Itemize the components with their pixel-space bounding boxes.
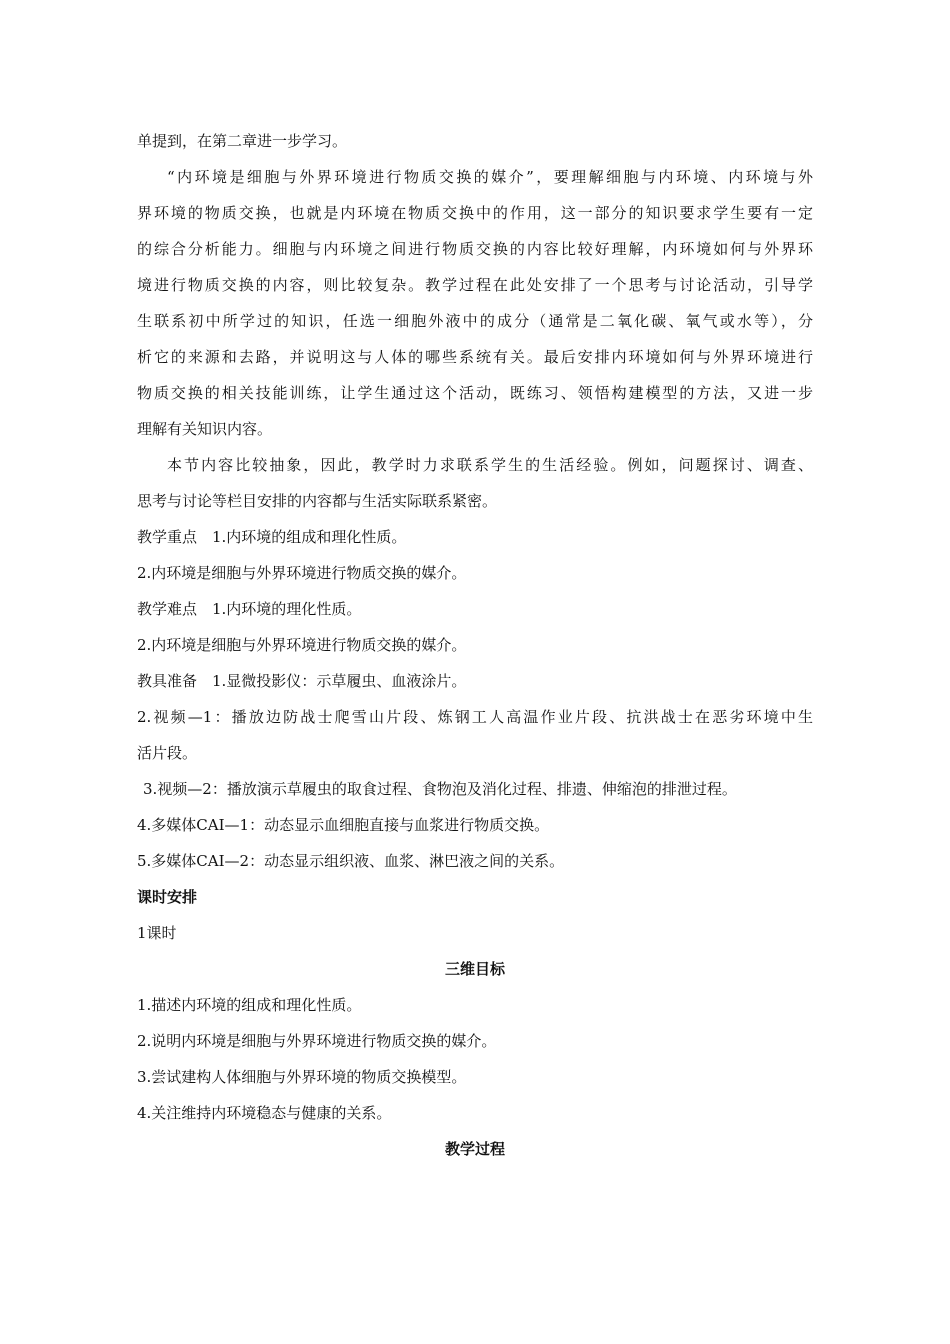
teaching-difficulty-line: 教学难点 1.内环境的理化性质。	[137, 600, 362, 618]
teaching-aids-item: 2.视频—1：播放边防战士爬雪山片段、炼钢工人高温作业片段、抗洪战士在恶劣环境中生	[137, 708, 813, 726]
teaching-aids-item: 3.视频—2：播放演示草履虫的取食过程、食物泡及消化过程、排遗、伸缩泡的排泄过程。	[143, 780, 737, 798]
paragraph-line: 思考与讨论等栏目安排的内容都与生活实际联系紧密。	[137, 492, 498, 510]
paragraph-line: 境进行物质交换的内容，则比较复杂。教学过程在此处安排了一个思考与讨论活动，引导学	[137, 276, 813, 294]
objective-item: 1.描述内环境的组成和理化性质。	[137, 996, 362, 1014]
objective-item: 2.说明内环境是细胞与外界环境进行物质交换的媒介。	[137, 1032, 497, 1050]
section-heading-schedule: 课时安排	[137, 888, 198, 906]
teaching-aids-item-continued: 活片段。	[137, 744, 198, 762]
paragraph-line: 本节内容比较抽象，因此，教学时力求联系学生的生活经验。例如，问题探讨、调查、	[167, 456, 813, 474]
objective-item: 3.尝试建构人体细胞与外界环境的物质交换模型。	[137, 1068, 467, 1086]
schedule-value: 1课时	[137, 924, 177, 942]
section-heading-objectives: 三维目标	[444, 960, 505, 978]
paragraph-line: 生联系初中所学过的知识，任选一细胞外液中的成分（通常是二氧化碳、氧气或水等），分	[137, 312, 813, 330]
paragraph-line: 析它的来源和去路，并说明这与人体的哪些系统有关。最后安排内环境如何与外界环境进行	[137, 348, 813, 366]
paragraph-line: 物质交换的相关技能训练，让学生通过这个活动，既练习、领悟构建模型的方法，又进一步	[137, 384, 813, 402]
paragraph-line: “内环境是细胞与外界环境进行物质交换的媒介”，要理解细胞与内环境、内环境与外	[167, 168, 813, 186]
paragraph-line: 的综合分析能力。细胞与内环境之间进行物质交换的内容比较好理解，内环境如何与外界环	[137, 240, 813, 258]
teaching-aids-line: 教具准备 1.显微投影仪：示草履虫、血液涂片。	[137, 672, 467, 690]
teaching-aids-item: 4.多媒体CAI—1：动态显示血细胞直接与血浆进行物质交换。	[137, 816, 550, 834]
section-heading-process: 教学过程	[444, 1140, 505, 1158]
objective-item: 4.关注维持内环境稳态与健康的关系。	[137, 1104, 392, 1122]
document-body	[137, 123, 813, 1167]
teaching-focus-item: 2.内环境是细胞与外界环境进行物质交换的媒介。	[137, 564, 467, 582]
teaching-difficulty-item: 2.内环境是细胞与外界环境进行物质交换的媒介。	[137, 636, 467, 654]
paragraph-line: 界环境的物质交换，也就是内环境在物质交换中的作用，这一部分的知识要求学生要有一定	[137, 204, 813, 222]
paragraph-line: 理解有关知识内容。	[137, 420, 273, 438]
paragraph-line: 单提到，在第二章进一步学习。	[137, 132, 348, 150]
teaching-aids-item: 5.多媒体CAI—2：动态显示组织液、血浆、淋巴液之间的关系。	[137, 852, 565, 870]
teaching-focus-line: 教学重点 1.内环境的组成和理化性质。	[137, 528, 407, 546]
